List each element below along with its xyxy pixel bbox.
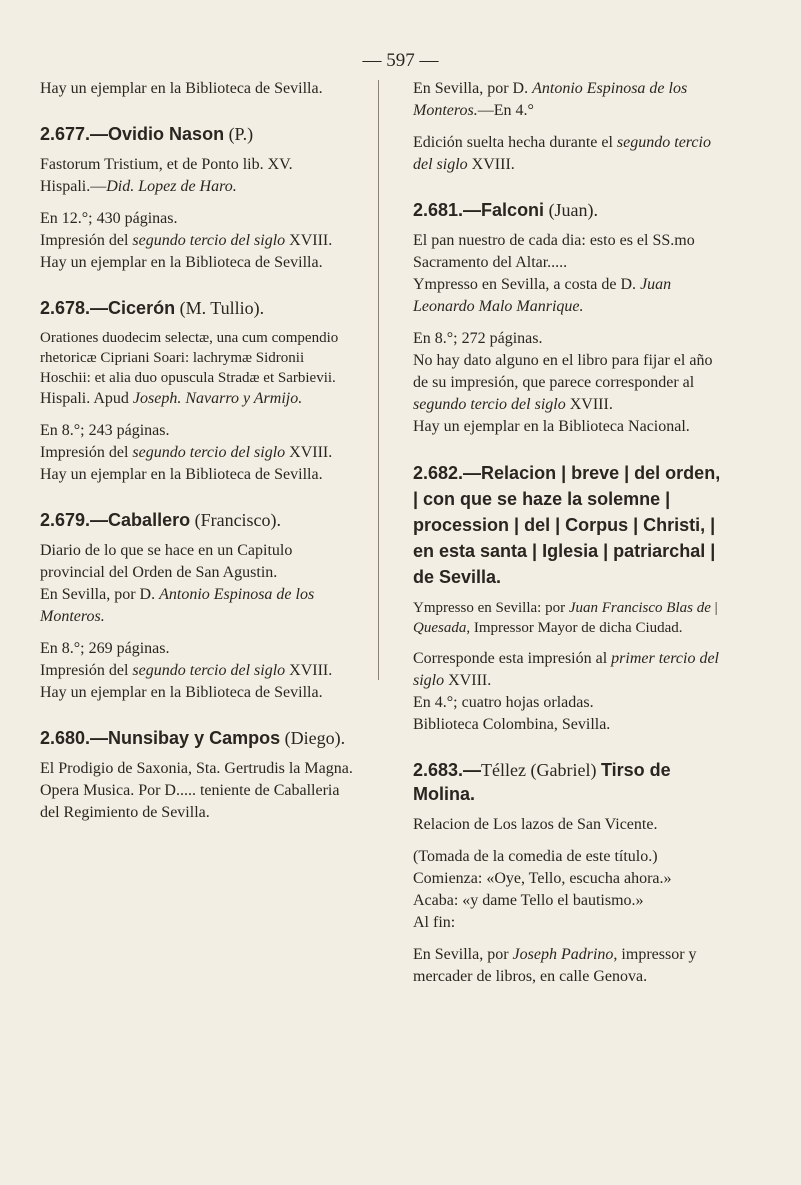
entry-note: Impresión del segundo tercio del siglo XVIII.	[40, 662, 333, 679]
intro-copy: Hay un ejemplar en la Biblioteca de Sevilla.	[40, 80, 323, 97]
entry-title: Fastorum Tristium, et de Ponto lib. XV.	[40, 156, 293, 173]
entry-copy: Hay un ejemplar en la Biblioteca Nacional.	[413, 418, 690, 435]
entry-imprint: Hispali.—Did. Lopez de Haro.	[40, 178, 237, 195]
entry-copy: Hay un ejemplar en la Biblioteca de Sevilla.	[40, 466, 323, 483]
entry-format: En 8.°; 269 páginas.	[40, 640, 170, 657]
entry-heading: 2.678.—Cicerón (M. Tullio).	[40, 298, 265, 318]
continued-note: Edición suelta hecha durante el segundo tercio del siglo XVIII.	[413, 134, 711, 173]
entry-heading: 2.677.—Ovidio Nason (P.)	[40, 124, 254, 144]
entry-note: Corresponde esta impresión al primer tercio del siglo XVIII.	[413, 650, 719, 689]
entry-format: En 8.°; 272 páginas.	[413, 330, 543, 347]
entry-title: El Prodigio de Saxonia, Sta. Gertrudis la Magna. Opera Musica. Por D..... teniente de Caballeria del Regimiento de Sevilla.	[40, 760, 353, 821]
entry-heading: 2.683.—Téllez (Gabriel) Tirso de Molina.	[413, 760, 671, 804]
left-column	[40, 78, 356, 824]
entry-explicit: Acaba: «y dame Tello el bautismo.»	[413, 892, 644, 909]
entry-2683	[413, 758, 729, 988]
entry-2681	[413, 198, 729, 438]
entry-title: Orationes duodecim selectæ, una cum compendio rhetoricæ Cipriani Soari: lachrymæ Sidronii Hoschii: et alia duo opuscula Stradæ et Sarbievii.	[40, 330, 339, 386]
entry-format: En 8.°; 243 páginas.	[40, 422, 170, 439]
entry-colophon-label: Al fin:	[413, 914, 456, 931]
entry-2678	[40, 296, 356, 486]
entry-2682	[413, 460, 729, 736]
entry-imprint: Hispali. Apud Joseph. Navarro y Armijo.	[40, 390, 303, 407]
right-column	[413, 78, 729, 988]
entry-imprint: Ympresso en Sevilla: por Juan Francisco Blas de | Quesada, Impressor Mayor de dicha Ciudad.	[413, 600, 718, 636]
entry-imprint: En Sevilla, por D. Antonio Espinosa de los Monteros.	[40, 586, 315, 625]
entry-copy: Hay un ejemplar en la Biblioteca de Sevilla.	[40, 684, 323, 701]
entry-note: Impresión del segundo tercio del siglo XVIII.	[40, 444, 333, 461]
entry-imprint: En Sevilla, por Joseph Padrino, impressor y mercader de libros, en calle Genova.	[413, 946, 697, 985]
entry-heading: 2.682.—Relacion | breve | del orden, | con que se haze la solemne | procession | del | Corpus | Christi, | en esta santa | Iglesia | patriarchal | de Sevilla.	[413, 463, 721, 587]
entry-note: No hay dato alguno en el libro para fijar el año de su impresión, que parece corresponder al segundo tercio del siglo XVIII.	[413, 352, 713, 413]
entry-format: En 4.°; cuatro hojas orladas.	[413, 694, 594, 711]
entry-copy: Biblioteca Colombina, Sevilla.	[413, 716, 611, 733]
entry-note: (Tomada de la comedia de este título.)	[413, 848, 658, 865]
entry-2677	[40, 122, 356, 274]
page-number: — 597 —	[362, 50, 439, 71]
entry-heading: 2.680.—Nunsibay y Campos (Diego).	[40, 728, 346, 748]
entry-note: Impresión del segundo tercio del siglo XVIII.	[40, 232, 333, 249]
entry-title: El pan nuestro de cada dia: esto es el SS.mo Sacramento del Altar.....	[413, 232, 695, 271]
column-rule	[378, 80, 379, 680]
entry-heading: 2.679.—Caballero (Francisco).	[40, 510, 282, 530]
entry-title: Relacion de Los lazos de San Vicente.	[413, 816, 658, 833]
entry-2680	[40, 726, 356, 824]
entry-2679	[40, 508, 356, 704]
entry-incipit: Comienza: «Oye, Tello, escucha ahora.»	[413, 870, 672, 887]
entry-format: En 12.°; 430 páginas.	[40, 210, 178, 227]
entry-imprint: Ympresso en Sevilla, a costa de D. Juan Leonardo Malo Manrique.	[413, 276, 672, 315]
entry-title: Diario de lo que se hace en un Capitulo provincial del Orden de San Agustin.	[40, 542, 293, 581]
continued-imprint: En Sevilla, por D. Antonio Espinosa de los Monteros.—En 4.°	[413, 80, 688, 119]
entry-heading: 2.681.—Falconi (Juan).	[413, 200, 599, 220]
entry-copy: Hay un ejemplar en la Biblioteca de Sevilla.	[40, 254, 323, 271]
